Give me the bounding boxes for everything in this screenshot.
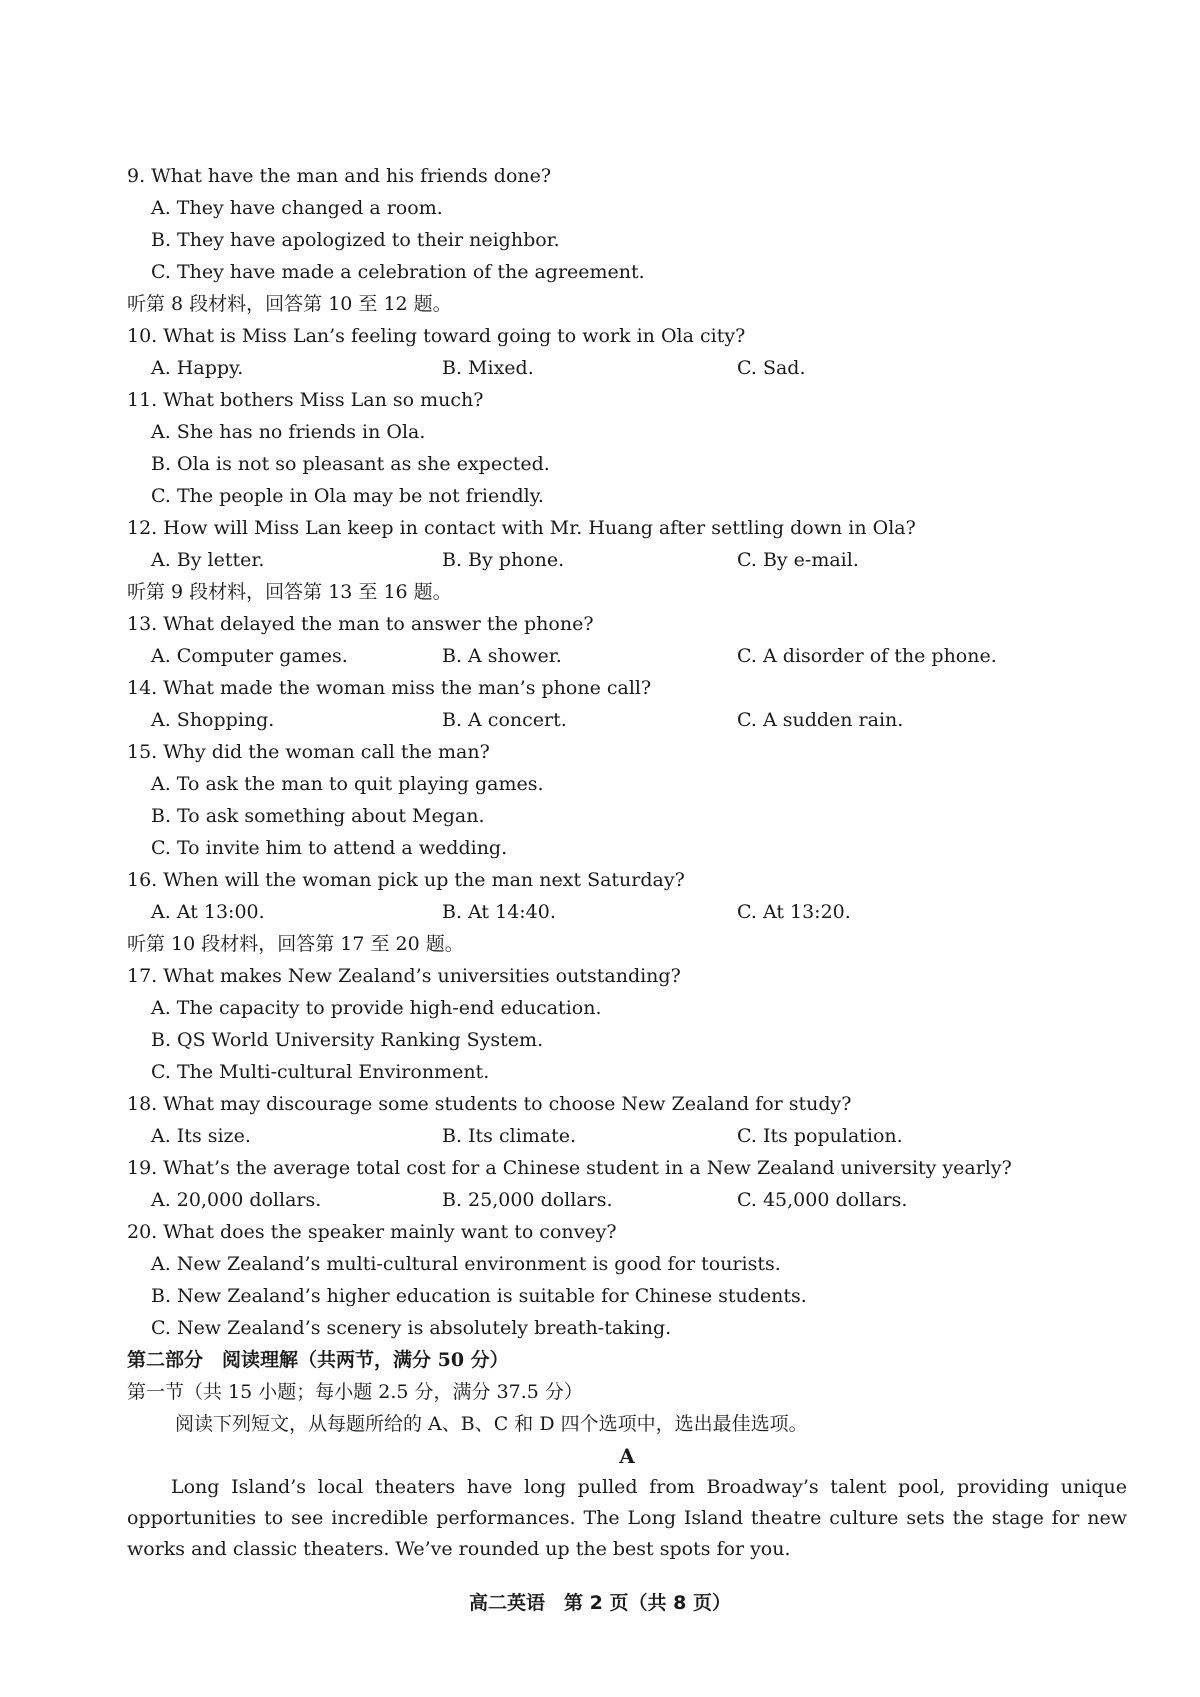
question-18-option-c: C. Its population. — [737, 1125, 903, 1147]
question-19-option-a: A. 20,000 dollars. — [151, 1189, 322, 1211]
question-16-options — [127, 896, 1127, 928]
section-one-heading: 第一节（共 15 小题；每小题 2.5 分，满分 37.5 分） — [127, 1381, 583, 1403]
passage-text: Long Island’s local theaters have long pulled from Broadway’s talent pool, providing unique opportunities to see incredible performances. The Long Island theatre culture sets the stage for new works and classic theaters. We’ve rounded up the best spots for you. — [127, 1476, 1127, 1560]
question-20-option-b: B. New Zealand’s higher education is suitable for Chinese students. — [151, 1285, 807, 1307]
question-18-options — [127, 1120, 1127, 1152]
question-16-option-c: C. At 13:20. — [737, 901, 851, 923]
question-10-stem: 10. What is Miss Lan’s feeling toward going to work in Ola city? — [127, 325, 746, 347]
question-20-option-c: C. New Zealand’s scenery is absolutely breath-taking. — [151, 1317, 672, 1339]
question-19-option-b: B. 25,000 dollars. — [442, 1189, 613, 1211]
question-13-option-c: C. A disorder of the phone. — [737, 645, 997, 667]
question-20-stem: 20. What does the speaker mainly want to convey? — [127, 1221, 617, 1243]
question-18-option-a: A. Its size. — [151, 1125, 251, 1147]
question-16-stem: 16. When will the woman pick up the man next Saturday? — [127, 869, 685, 891]
question-14-stem: 14. What made the woman miss the man’s phone call? — [127, 677, 652, 699]
question-10-option-a: A. Happy. — [151, 357, 244, 379]
question-9-option-a: A. They have changed a room. — [151, 197, 443, 219]
passage-label: A — [619, 1444, 635, 1468]
question-15-option-b: B. To ask something about Megan. — [151, 805, 485, 827]
question-13-stem: 13. What delayed the man to answer the phone? — [127, 613, 594, 635]
page-content — [127, 160, 1127, 1565]
question-18-stem: 18. What may discourage some students to choose New Zealand for study? — [127, 1093, 852, 1115]
question-12-option-c: C. By e-mail. — [737, 549, 859, 571]
question-11-option-c: C. The people in Ola may be not friendly. — [151, 485, 544, 507]
reading-instructions: 阅读下列短文，从每题所给的 A、B、C 和 D 四个选项中，选出最佳选项。 — [175, 1413, 808, 1435]
question-11-option-a: A. She has no friends in Ola. — [151, 421, 426, 443]
question-11-stem: 11. What bothers Miss Lan so much? — [127, 389, 484, 411]
question-17-stem: 17. What makes New Zealand’s universities outstanding? — [127, 965, 681, 987]
listening-intro-9: 听第 9 段材料，回答第 13 至 16 题。 — [127, 581, 452, 603]
question-9-option-b: B. They have apologized to their neighbor. — [151, 229, 560, 251]
question-12-option-a: A. By letter. — [151, 549, 265, 571]
question-20-option-a: A. New Zealand’s multi-cultural environment is good for tourists. — [151, 1253, 781, 1275]
question-19-options — [127, 1184, 1127, 1216]
question-17-option-c: C. The Multi-cultural Environment. — [151, 1061, 490, 1083]
question-11-option-b: B. Ola is not so pleasant as she expected. — [151, 453, 550, 475]
listening-intro-10: 听第 10 段材料，回答第 17 至 20 题。 — [127, 933, 464, 955]
question-13-option-b: B. A shower. — [442, 645, 562, 667]
question-14-option-c: C. A sudden rain. — [737, 709, 904, 731]
question-19-option-c: C. 45,000 dollars. — [737, 1189, 908, 1211]
question-10-option-c: C. Sad. — [737, 357, 806, 379]
page-footer: 高二英语 第 2 页（共 8 页） — [469, 1592, 731, 1614]
question-12-options — [127, 544, 1127, 576]
question-18-option-b: B. Its climate. — [442, 1125, 577, 1147]
question-14-option-a: A. Shopping. — [151, 709, 275, 731]
question-9-stem: 9. What have the man and his friends done? — [127, 165, 552, 187]
question-12-option-b: B. By phone. — [442, 549, 565, 571]
question-9-option-c: C. They have made a celebration of the agreement. — [151, 261, 645, 283]
question-15-stem: 15. Why did the woman call the man? — [127, 741, 490, 763]
question-14-options — [127, 704, 1127, 736]
question-17-option-b: B. QS World University Ranking System. — [151, 1029, 544, 1051]
question-16-option-b: B. At 14:40. — [442, 901, 556, 923]
question-14-option-b: B. A concert. — [442, 709, 567, 731]
question-15-option-c: C. To invite him to attend a wedding. — [151, 837, 508, 859]
question-13-option-a: A. Computer games. — [151, 645, 348, 667]
question-15-option-a: A. To ask the man to quit playing games. — [151, 773, 544, 795]
listening-intro-8: 听第 8 段材料，回答第 10 至 12 题。 — [127, 293, 452, 315]
question-17-option-a: A. The capacity to provide high-end education. — [151, 997, 602, 1019]
question-16-option-a: A. At 13:00. — [151, 901, 265, 923]
part-two-heading: 第二部分 阅读理解（共两节，满分 50 分） — [127, 1349, 509, 1371]
question-10-option-b: B. Mixed. — [442, 357, 534, 379]
question-10-options — [127, 352, 1127, 384]
question-12-stem: 12. How will Miss Lan keep in contact with Mr. Huang after settling down in Ola? — [127, 517, 916, 539]
question-19-stem: 19. What’s the average total cost for a Chinese student in a New Zealand university yearly? — [127, 1157, 1012, 1179]
question-13-options — [127, 640, 1127, 672]
